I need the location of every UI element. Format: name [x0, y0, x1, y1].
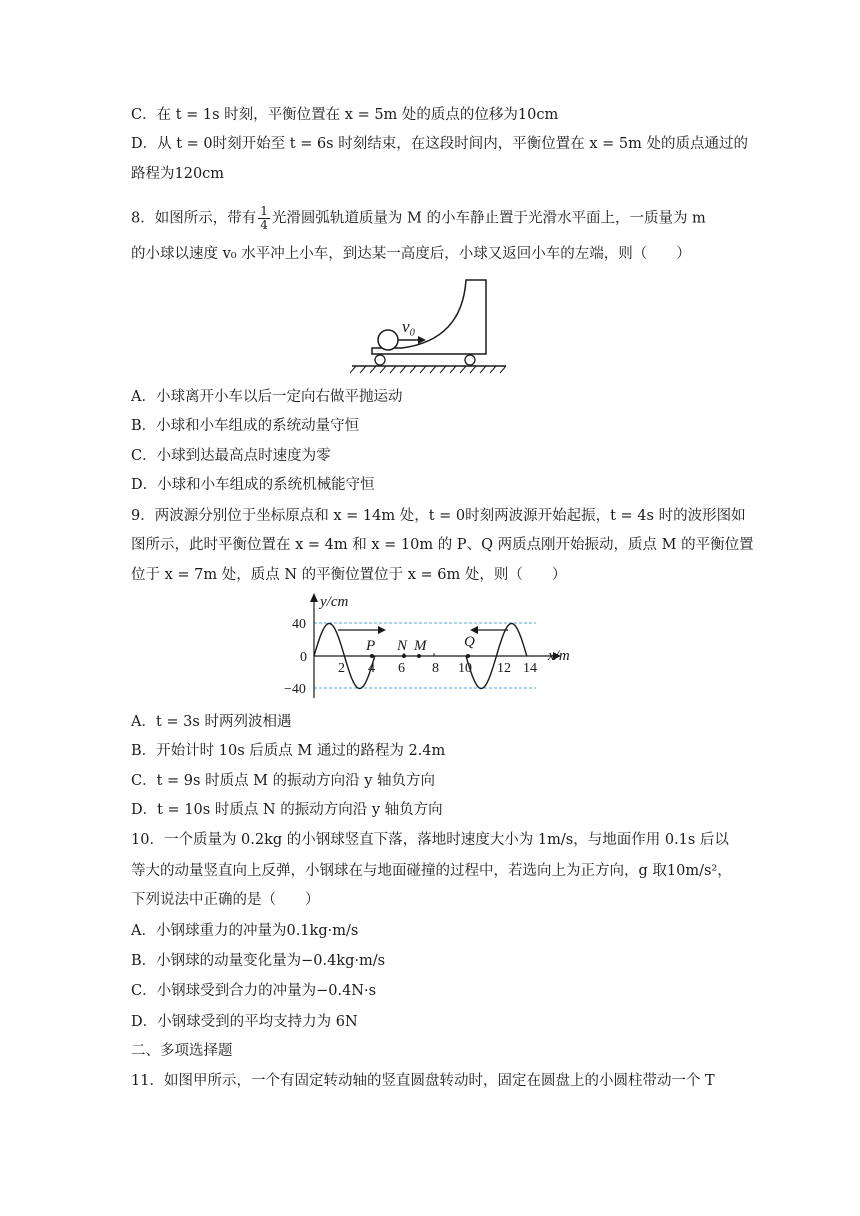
q8-stem-prefix: 8．如图所示，带有: [131, 210, 257, 227]
wheel-left: [375, 355, 385, 365]
x-tick-6: 6: [398, 661, 405, 676]
y-axis-label: y/cm: [320, 594, 349, 610]
y-tick-neg40: −40: [284, 682, 306, 697]
ball: [378, 330, 398, 350]
quarter-fraction: [258, 205, 270, 232]
point-q: [466, 654, 470, 658]
x-tick-8: 8: [432, 661, 439, 676]
arrow-right-head: [378, 626, 386, 634]
point-n: [402, 654, 406, 658]
q8-option-b: B．小球和小车组成的系统动量守恒: [131, 418, 360, 434]
q7-option-d-line2: 路程为120cm: [131, 166, 225, 182]
q10-stem-line2: 等大的动量竖直向上反弹，小钢球在与地面碰撞的过程中，若选向上为正方向，g 取10m/s²，: [131, 863, 732, 879]
arrow-left-head: [470, 626, 478, 634]
q9-stem-line3: 位于 x = 7m 处，质点 N 的平衡位置位于 x = 6m 处，则（ ）: [131, 567, 567, 583]
label-m: M: [414, 638, 427, 654]
q10-option-c: C．小钢球受到合力的冲量为−0.4N·s: [131, 983, 377, 999]
point-p: [370, 654, 374, 658]
q9-option-d: D．t = 10s 时质点 N 的振动方向沿 y 轴负方向: [131, 802, 443, 818]
q9-stem-line1: 9．两波源分别位于坐标原点和 x = 14m 处，t = 0时刻两波源开始起振，t = 4s 时的波形图如: [131, 508, 746, 524]
q10-stem-line1: 10．一个质量为 0.2kg 的小钢球竖直下落，落地时速度大小为 1m/s，与地面作用 0.1s 后以: [131, 832, 729, 848]
x-tick-4: 4: [368, 661, 375, 676]
q9-stem-line2: 图所示，此时平衡位置在 x = 4m 和 x = 10m 的 P、Q 两质点刚开始振动，质点 M 的平衡位置: [131, 537, 754, 553]
ground-hatching: [350, 366, 506, 373]
q8-option-d: D．小球和小车组成的系统机械能守恒: [131, 477, 375, 493]
velocity-label: v₀: [402, 317, 416, 336]
wheel-right: [465, 355, 475, 365]
x-axis-label: x/m: [548, 648, 570, 664]
q10-option-b: B．小钢球的动量变化量为−0.4kg·m/s: [131, 953, 386, 969]
cart-figure: [350, 276, 510, 380]
label-n: N: [397, 638, 408, 654]
section-title-multiple-choice: 二、多项选择题: [131, 1043, 233, 1059]
q10-option-a: A．小钢球重力的冲量为0.1kg·m/s: [131, 923, 359, 939]
fraction-denominator: 4: [260, 218, 268, 232]
label-q: Q: [464, 634, 475, 650]
fraction-numerator: 1: [260, 204, 268, 218]
q8-stem-line1: [131, 205, 706, 232]
q9-option-a: A．t = 3s 时两列波相遇: [131, 714, 292, 730]
x-tick-10: 10: [458, 661, 472, 676]
y-axis-arrowhead: [310, 593, 318, 602]
q8-option-a: A．小球离开小车以后一定向右做平抛运动: [131, 389, 403, 405]
q10-option-d: D．小钢球受到的平均支持力为 6N: [131, 1014, 358, 1030]
y-tick-40: 40: [292, 617, 306, 632]
q11-stem-line1: 11．如图甲所示，一个有固定转动轴的竖直圆盘转动时，固定在圆盘上的小圆柱带动一个 T: [131, 1073, 715, 1089]
q7-option-d-line1: D．从 t = 0时刻开始至 t = 6s 时刻结束，在这段时间内，平衡位置在 x = 5m 处的质点通过的: [131, 136, 748, 152]
q9-option-c: C．t = 9s 时质点 M 的振动方向沿 y 轴负方向: [131, 773, 436, 789]
x-tick-12: 12: [497, 661, 511, 676]
wave-graph: [278, 590, 588, 702]
label-p: P: [366, 638, 376, 654]
q9-option-b: B．开始计时 10s 后质点 M 通过的路程为 2.4m: [131, 743, 446, 759]
point-m: [417, 654, 421, 658]
q10-stem-line3: 下列说法中正确的是（ ）: [131, 892, 320, 908]
q8-stem-line2: 的小球以速度 v₀ 水平冲上小车，到达某一高度后，小球又返回小车的左端，则（ ）: [131, 246, 691, 262]
q8-stem-suffix: 光滑圆弧轨道质量为 M 的小车静止置于光滑水平面上，一质量为 m: [271, 210, 706, 227]
q7-option-c: C．在 t = 1s 时刻，平衡位置在 x = 5m 处的质点的位移为10cm: [131, 107, 559, 123]
x-tick-2: 2: [338, 661, 345, 676]
q8-option-c: C．小球到达最高点时速度为零: [131, 448, 331, 464]
x-tick-14: 14: [523, 661, 537, 676]
y-tick-0: 0: [300, 650, 307, 665]
